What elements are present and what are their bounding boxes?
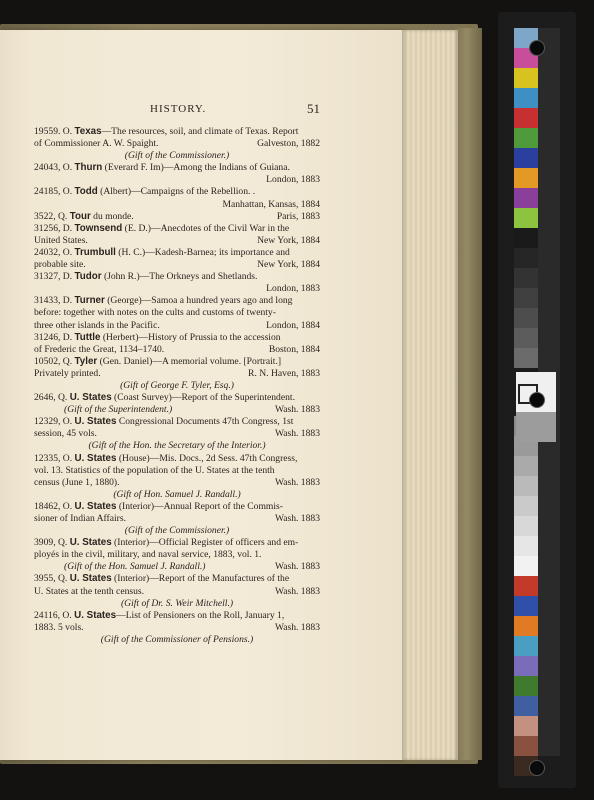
entry-line [34,307,320,319]
entry-subject: Tour [69,210,91,222]
catalog-entries [34,126,320,646]
catalog-entry [34,356,320,392]
color-swatch [514,68,538,88]
color-swatch [514,596,538,616]
entry-line [34,513,320,525]
entry-subject: Turner [74,295,105,307]
color-swatch [514,188,538,208]
catalog-entry [34,610,320,646]
color-swatch [514,128,538,148]
catalog-entry [34,295,320,331]
entry-text: 24116, O. U. States—List of Pensioners on the Roll, January 1, [34,609,285,621]
dark-target [516,412,556,442]
entry-text: 1883. 5 vols. [34,621,84,633]
entry-text: of Commissioner A. W. Spaight. [34,138,159,150]
entry-imprint: Manhattan, Kansas, 1884 [222,198,320,210]
color-swatch [514,148,538,168]
entry-text: session, 45 vols. [34,428,97,440]
color-swatch [514,108,538,128]
entry-imprint: Wash. 1883 [274,513,320,524]
entry-line [34,162,320,174]
entry-line [34,271,320,283]
color-swatch [514,288,538,308]
entry-text: 24185, O. Todd (Albert)—Campaigns of the Rebellion. . [34,186,256,198]
entry-line [34,465,320,477]
entry-gift-note: (Gift of the Commissioner.) [124,525,230,537]
entry-line [34,247,320,259]
entry-line [34,392,320,404]
catalog-entry [34,162,320,186]
color-swatch [514,536,538,556]
entry-line [34,501,320,513]
strip-hole-bottom [529,760,545,776]
entry-text: 10502, Q. Tyler (Gen. Daniel)—A memorial volume. [Portrait.] [34,355,282,367]
entry-text: Privately printed. [34,367,101,379]
catalog-entry [34,501,320,537]
entry-subject: Townsend [74,222,123,234]
color-swatch [514,676,538,696]
entry-text: U. States at the tenth census. [34,585,145,597]
entry-line [34,356,320,368]
entry-text: sioner of Indian Affairs. [34,513,127,524]
catalog-entry [34,416,320,452]
entry-imprint: Wash. 1883 [274,621,320,633]
color-swatch [514,736,538,756]
entry-line [34,573,320,585]
entry-subject: U. States [74,500,117,512]
color-swatch [514,208,538,228]
color-swatch [514,616,538,636]
entry-text: 31256, D. Townsend (E. D.)—Anecdotes of the Civil War in the [34,222,290,234]
color-swatch [514,248,538,268]
entry-line [34,561,320,573]
entry-text: 18462, O. U. States (Interior)—Annual Report of the Commis- [34,500,283,512]
color-swatch [514,268,538,288]
entry-line [34,320,320,332]
color-swatch [514,88,538,108]
entry-imprint: New York, 1884 [257,259,320,271]
entry-imprint: Wash. 1883 [274,428,320,440]
entry-line [34,332,320,344]
entry-gift-note: (Gift of Dr. S. Weir Mitchell.) [120,597,234,609]
entry-subject: U. States [69,392,112,404]
color-swatch [514,576,538,596]
entry-text: (Gift of the Superintendent.) [64,404,173,416]
entry-text: United States. [34,234,88,246]
entry-line [34,622,320,634]
entry-imprint: Boston, 1884 [268,343,320,355]
book-page [0,30,402,760]
entry-line [34,174,320,186]
catalog-entry [34,537,320,573]
entry-line [34,199,320,211]
entry-subject: Todd [74,186,98,198]
entry-line [34,235,320,247]
entry-text: 19559. O. Texas—The resources, soil, and climate of Texas. Report [34,126,299,137]
entry-line [34,428,320,440]
entry-subject: U. States [74,609,117,621]
entry-line [34,211,320,223]
entry-text: probable site. [34,259,86,271]
entry-text: 2646, Q. U. States (Coast Survey)—Report of the Superintendent. [34,392,295,404]
entry-text: three other islands in the Pacific. [34,319,160,331]
color-swatch [514,308,538,328]
strip-hole-top [529,40,545,56]
entry-line [34,138,320,150]
entry-text: 12329, O. U. States Congressional Documents 47th Congress, 1st [34,416,294,428]
color-swatch [514,476,538,496]
color-swatch [514,328,538,348]
entry-text: 31327, D. Tudor (John R.)—The Orkneys and Shetlands. [34,271,258,283]
section-title: HISTORY. [150,103,207,115]
entry-line [34,404,320,416]
entry-text: ployés in the civil, military, and naval service, 1883, vol. 1. [34,549,262,561]
color-swatch [514,456,538,476]
entry-subject: Tyler [74,355,98,367]
entry-imprint: Wash. 1883 [274,585,320,597]
entry-text: 3522, Q. Tour du monde. [34,210,134,222]
entry-imprint: Wash. 1883 [274,561,320,573]
entry-line [34,344,320,356]
color-swatch [514,556,538,576]
entry-text: 3909, Q. U. States (Interior)—Official Register of officers and em- [34,537,299,549]
entry-imprint: Wash. 1883 [274,404,320,416]
entry-imprint: Wash. 1883 [274,476,320,488]
color-swatch [514,168,538,188]
catalog-entry [34,186,320,210]
entry-subject: U. States [69,573,112,585]
entry-imprint: R. N. Haven, 1883 [248,367,320,379]
running-head [150,103,320,119]
entry-line [34,283,320,295]
entry-line [34,368,320,380]
entry-text: 12335, O. U. States (House)—Mis. Docs., 2d Sess. 47th Congress, [34,452,298,464]
entry-line [34,610,320,622]
entry-subject: U. States [74,416,117,428]
entry-text: vol. 13. Statistics of the population of the U. States at the tenth [34,464,275,476]
entry-subject: U. States [74,452,117,464]
color-swatch [514,696,538,716]
entry-imprint: Paris, 1883 [276,210,320,222]
entry-subject: Texas [74,126,102,137]
page-fore-edge [398,30,458,760]
entry-line [34,416,320,428]
color-swatch [514,228,538,248]
entry-text: 24043, O. Thurn (Everard F. Im)—Among the Indians of Guiana. [34,162,290,174]
entry-text: 31246, D. Tuttle (Herbert)—History of Prussia to the accession [34,331,281,343]
entry-imprint: Galveston, 1882 [257,138,320,150]
entry-line [34,126,320,138]
catalog-entry [34,211,320,223]
entry-imprint: London, 1883 [266,283,320,295]
entry-text: 24032, O. Trumbull (H. C.)—Kadesh-Barnea; its importance and [34,246,290,258]
entry-subject: Thurn [74,162,103,174]
entry-line [34,453,320,465]
catalog-entry [34,392,320,416]
entry-subject: Tuttle [74,331,101,343]
catalog-entry [34,271,320,295]
entry-gift-note: (Gift of the Commissioner of Pensions.) [100,633,254,645]
color-swatch [514,656,538,676]
entry-subject: U. States [69,537,112,549]
entry-text: before: together with notes on the cults and customs of twenty- [34,307,276,319]
entry-imprint: London, 1884 [266,319,320,331]
entry-line [34,223,320,235]
color-swatch [514,516,538,536]
entry-text: census (June 1, 1880). [34,476,120,488]
catalog-entry [34,573,320,609]
entry-imprint: New York, 1884 [257,234,320,246]
entry-line [34,549,320,561]
entry-line [34,586,320,598]
color-swatch [514,636,538,656]
entry-line [34,295,320,307]
strip-hole-middle [529,392,545,408]
entry-line [34,537,320,549]
entry-line [34,186,320,198]
entry-text: 3955, Q. U. States (Interior)—Report of the Manufactures of the [34,573,290,585]
catalog-entry [34,126,320,162]
catalog-entry [34,332,320,356]
entry-gift-note: (Gift of George F. Tyler, Esq.) [120,379,234,391]
page-number: 51 [307,101,320,116]
catalog-entry [34,223,320,247]
color-swatch [514,716,538,736]
entry-line [34,259,320,271]
entry-text: (Gift of the Hon. Samuel J. Randall.) [64,561,206,573]
entry-gift-note: (Gift of Hon. Samuel J. Randall.) [113,488,241,500]
entry-gift-note: (Gift of the Commissioner.) [124,150,230,162]
entry-imprint: London, 1883 [266,174,320,186]
color-swatch [514,496,538,516]
entry-subject: Trumbull [74,246,116,258]
entry-text: 31433, D. Turner (George)—Samoa a hundred years ago and long [34,295,293,307]
entry-gift-note: (Gift of the Hon. the Secretary of the Interior.) [88,440,266,452]
catalog-entry [34,453,320,501]
entry-line [34,477,320,489]
catalog-entry [34,247,320,271]
entry-subject: Tudor [74,271,102,283]
color-swatch [514,348,538,368]
entry-text: of Frederic the Great, 1134–1740. [34,343,165,355]
